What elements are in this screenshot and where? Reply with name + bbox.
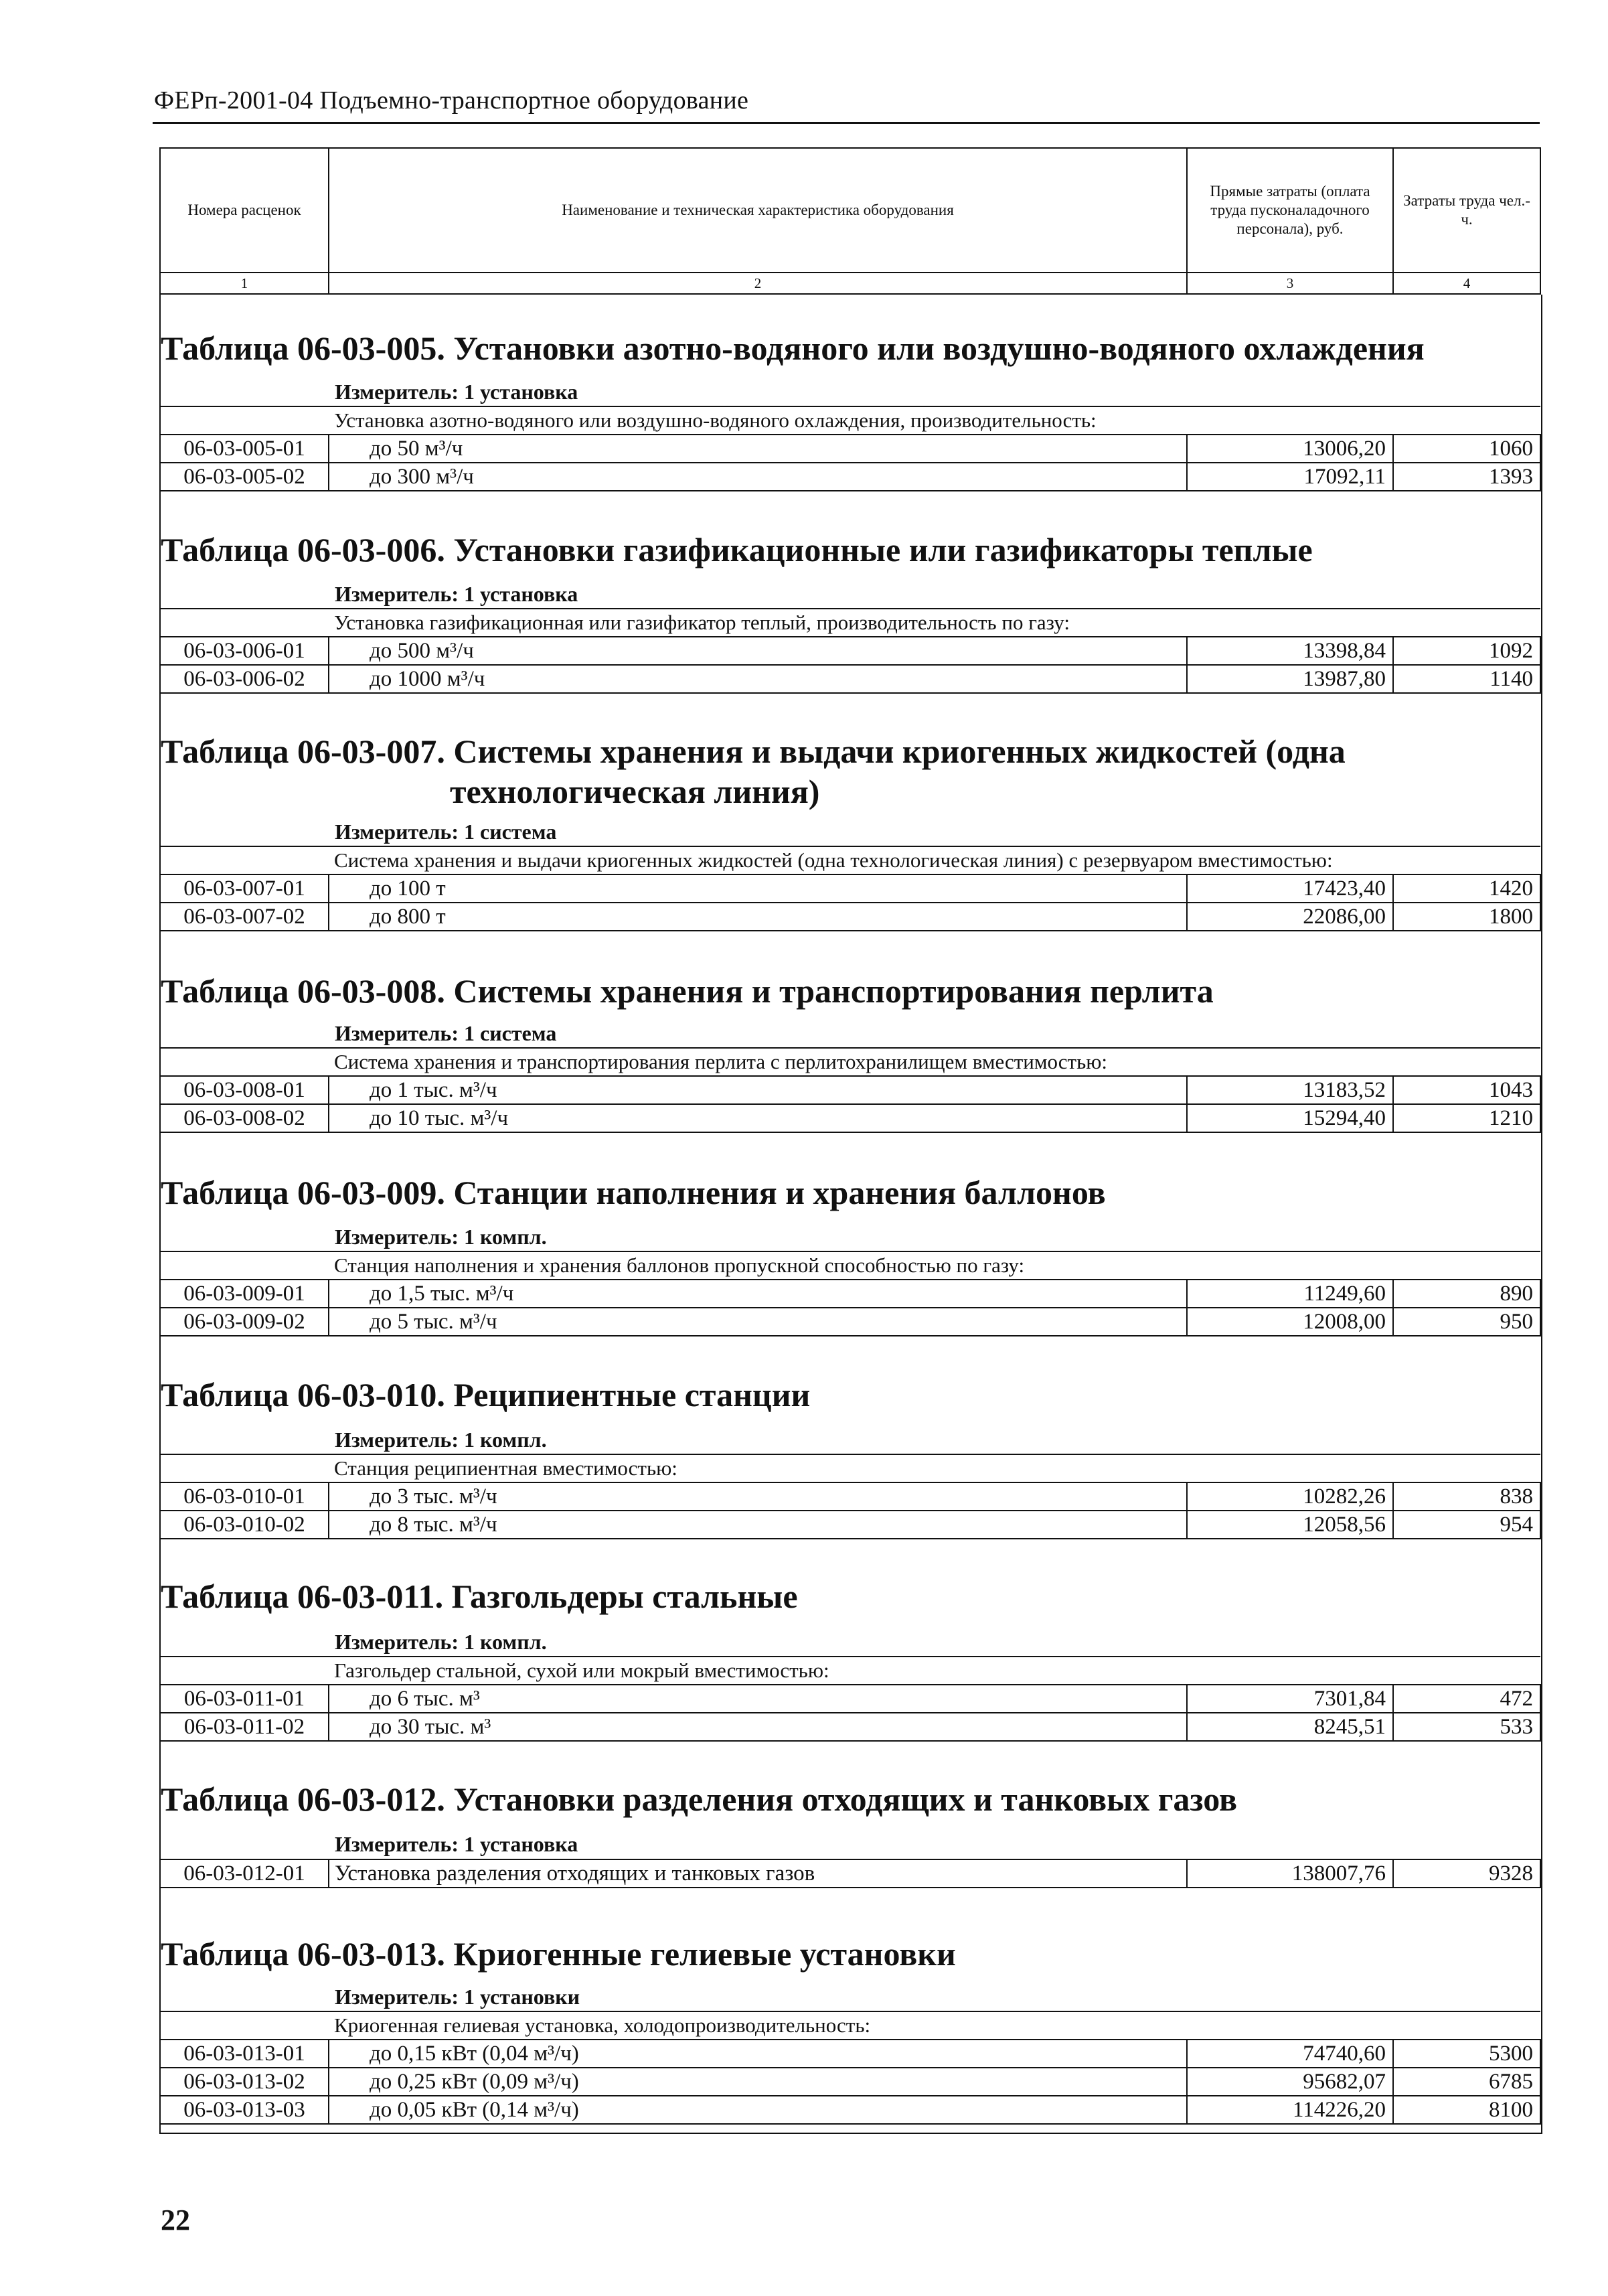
row-labor: 6785 [1393,2068,1540,2096]
table-row [160,874,1540,903]
row-name: до 50 м³/ч [329,435,1187,463]
section-title: Таблица 06-03-011. Газгольдеры стальные [161,1578,798,1615]
row-labor: 1800 [1393,903,1540,931]
row-labor: 954 [1393,1511,1540,1539]
row-name: до 300 м³/ч [329,463,1187,491]
row-code: 06-03-007-02 [160,903,329,931]
row-name: до 1000 м³/ч [329,665,1187,693]
row-cost: 15294,40 [1187,1104,1393,1132]
section-table [159,406,1541,491]
row-code: 06-03-009-02 [160,1308,329,1336]
header-num-2: 2 [329,273,1187,294]
table-row [160,1859,1540,1888]
row-labor: 1092 [1393,637,1540,665]
row-cost: 13183,52 [1187,1076,1393,1104]
header-num-1: 1 [160,273,329,294]
row-code: 06-03-013-02 [160,2068,329,2096]
row-labor: 1420 [1393,874,1540,903]
row-cost: 95682,07 [1187,2068,1393,2096]
row-cost: 13398,84 [1187,637,1393,665]
section-measure: Измеритель: 1 компл. [335,1428,547,1452]
row-name: до 8 тыс. м³/ч [329,1511,1187,1539]
row-labor: 5300 [1393,2040,1540,2068]
row-name: до 0,05 кВт (0,14 м³/ч) [329,2096,1187,2124]
section-table [159,1859,1541,1888]
row-labor: 8100 [1393,2096,1540,2124]
section-table [159,1251,1541,1336]
row-name: до 0,15 кВт (0,04 м³/ч) [329,2040,1187,2068]
row-code: 06-03-008-01 [160,1076,329,1104]
header-direct-costs: Прямые затраты (оплата труда пусконаладочного персонала), руб. [1187,148,1393,273]
row-cost: 11249,60 [1187,1280,1393,1308]
row-labor: 950 [1393,1308,1540,1336]
section-title-continued: технологическая линия) [450,773,820,810]
row-name: до 1 тыс. м³/ч [329,1076,1187,1104]
section-table [159,1454,1541,1539]
header-labor: Затраты труда чел.-ч. [1393,148,1540,273]
section-caption: Станция реципиентная вместимостью: [160,1454,1540,1482]
section-measure: Измеритель: 1 установки [335,1985,580,2009]
row-cost: 12008,00 [1187,1308,1393,1336]
section-measure: Измеритель: 1 установка [335,582,578,606]
row-name: до 800 т [329,903,1187,931]
row-labor: 1210 [1393,1104,1540,1132]
section-table [159,846,1541,931]
section-table [159,1047,1541,1133]
row-cost: 13987,80 [1187,665,1393,693]
row-labor: 1393 [1393,463,1540,491]
row-code: 06-03-009-01 [160,1280,329,1308]
section-caption: Криогенная гелиевая установка, холодопроизводительность: [160,2011,1540,2040]
row-name: до 500 м³/ч [329,637,1187,665]
section-measure: Измеритель: 1 установка [335,1832,578,1856]
row-code: 06-03-010-01 [160,1482,329,1511]
table-row [160,463,1540,491]
content-frame [159,295,1542,2134]
section-title: Таблица 06-03-006. Установки газификационные или газификаторы теплые [161,531,1313,568]
row-cost: 17092,11 [1187,463,1393,491]
section-title: Таблица 06-03-012. Установки разделения отходящих и танковых газов [161,1780,1237,1818]
row-code: 06-03-007-01 [160,874,329,903]
row-name: до 10 тыс. м³/ч [329,1104,1187,1132]
row-cost: 13006,20 [1187,435,1393,463]
page-number: 22 [161,2204,190,2236]
row-cost: 74740,60 [1187,2040,1393,2068]
table-row [160,1076,1540,1104]
row-code: 06-03-013-03 [160,2096,329,2124]
section-caption: Система хранения и выдачи криогенных жидкостей (одна технологическая линия) с резервуаром вместимостью: [160,846,1540,874]
row-name: до 1,5 тыс. м³/ч [329,1280,1187,1308]
table-row [160,1511,1540,1539]
row-labor: 1043 [1393,1076,1540,1104]
row-code: 06-03-005-01 [160,435,329,463]
table-row [160,1713,1540,1741]
section-table [159,1656,1541,1742]
row-name: до 30 тыс. м³ [329,1713,1187,1741]
column-header-table [159,147,1541,295]
row-labor: 533 [1393,1713,1540,1741]
header-name: Наименование и техническая характеристика оборудования [329,148,1187,273]
row-code: 06-03-008-02 [160,1104,329,1132]
section-title: Таблица 06-03-010. Реципиентные станции [161,1376,811,1413]
row-name: до 100 т [329,874,1187,903]
row-code: 06-03-011-01 [160,1685,329,1713]
section-title: Таблица 06-03-007. Системы хранения и выдачи криогенных жидкостей (одна [161,733,1346,770]
row-name: до 5 тыс. м³/ч [329,1308,1187,1336]
table-row [160,1482,1540,1511]
table-row [160,2068,1540,2096]
row-labor: 1060 [1393,435,1540,463]
row-code: 06-03-006-02 [160,665,329,693]
row-labor: 838 [1393,1482,1540,1511]
row-cost: 7301,84 [1187,1685,1393,1713]
header-codes: Номера расценок [160,148,329,273]
table-row [160,637,1540,665]
row-cost: 10282,26 [1187,1482,1393,1511]
row-cost: 22086,00 [1187,903,1393,931]
row-labor: 890 [1393,1280,1540,1308]
table-row [160,1280,1540,1308]
row-code: 06-03-012-01 [160,1859,329,1888]
table-row [160,665,1540,693]
row-labor: 9328 [1393,1859,1540,1888]
row-code: 06-03-006-01 [160,637,329,665]
section-measure: Измеритель: 1 система [335,820,557,844]
header-num-4: 4 [1393,273,1540,294]
row-cost: 138007,76 [1187,1859,1393,1888]
row-code: 06-03-010-02 [160,1511,329,1539]
table-row [160,903,1540,931]
row-cost: 17423,40 [1187,874,1393,903]
row-labor: 472 [1393,1685,1540,1713]
table-row [160,1104,1540,1132]
row-cost: 12058,56 [1187,1511,1393,1539]
section-title: Таблица 06-03-009. Станции наполнения и хранения баллонов [161,1174,1106,1211]
row-name: до 0,25 кВт (0,09 м³/ч) [329,2068,1187,2096]
section-measure: Измеритель: 1 установка [335,380,578,404]
section-caption: Установка азотно-водяного или воздушно-водяного охлаждения, производительность: [160,406,1540,435]
section-table [159,608,1541,694]
table-row [160,1685,1540,1713]
row-name: Установка разделения отходящих и танковых газов [329,1859,1187,1888]
row-cost: 8245,51 [1187,1713,1393,1741]
row-code: 06-03-013-01 [160,2040,329,2068]
section-caption: Станция наполнения и хранения баллонов пропускной способностью по газу: [160,1251,1540,1280]
section-measure: Измеритель: 1 компл. [335,1630,547,1654]
row-name: до 6 тыс. м³ [329,1685,1187,1713]
section-caption: Система хранения и транспортирования перлита с перлитохранилищем вместимостью: [160,1048,1540,1076]
section-measure: Измеритель: 1 компл. [335,1225,547,1249]
running-head-rule [153,122,1540,124]
table-row [160,1308,1540,1336]
table-row [160,2040,1540,2068]
section-title: Таблица 06-03-013. Криогенные гелиевые установки [161,1935,956,1973]
table-row [160,2096,1540,2124]
section-title: Таблица 06-03-005. Установки азотно-водяного или воздушно-водяного охлаждения [161,329,1425,367]
section-caption: Газгольдер стальной, сухой или мокрый вместимостью: [160,1657,1540,1685]
section-table [159,2011,1541,2125]
row-code: 06-03-005-02 [160,463,329,491]
section-title: Таблица 06-03-008. Системы хранения и транспортирования перлита [161,972,1214,1010]
row-labor: 1140 [1393,665,1540,693]
header-num-3: 3 [1187,273,1393,294]
section-caption: Установка газификационная или газификатор теплый, производительность по газу: [160,609,1540,637]
row-code: 06-03-011-02 [160,1713,329,1741]
section-measure: Измеритель: 1 система [335,1021,557,1045]
row-name: до 3 тыс. м³/ч [329,1482,1187,1511]
running-head: ФЕРп-2001-04 Подъемно-транспортное оборудование [154,86,749,114]
table-row [160,435,1540,463]
row-cost: 114226,20 [1187,2096,1393,2124]
